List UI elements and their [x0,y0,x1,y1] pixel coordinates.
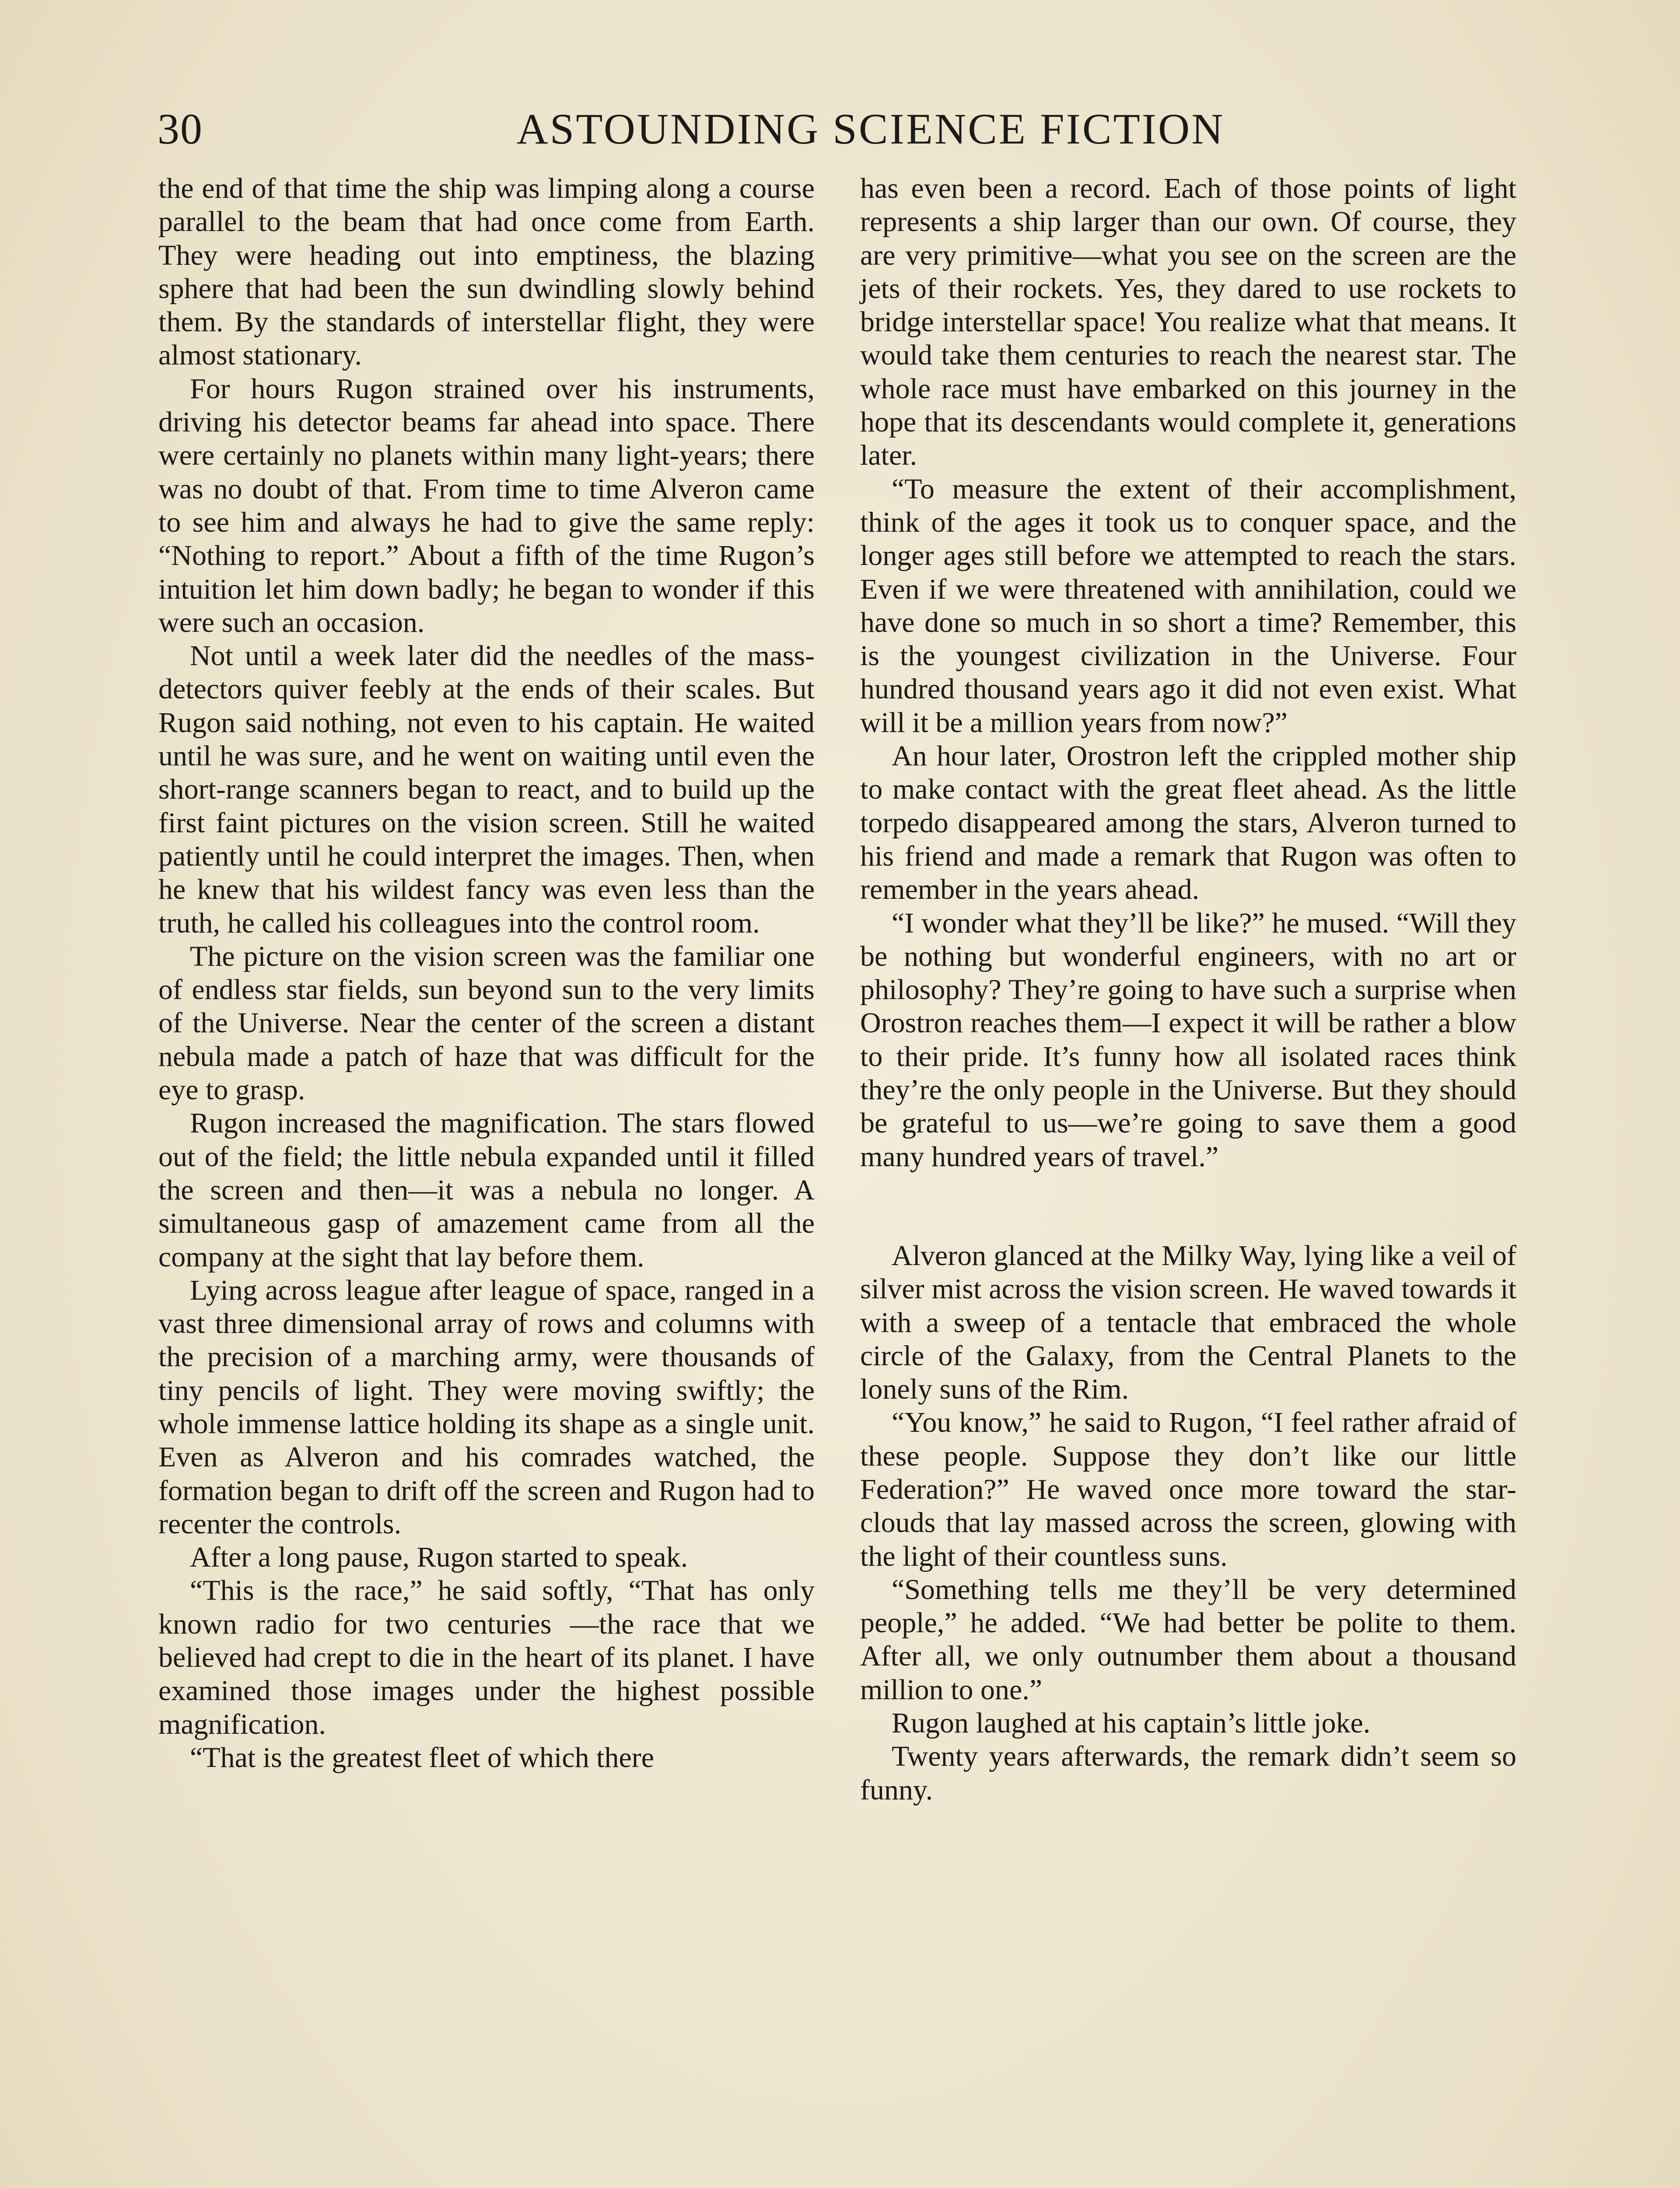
paragraph: Lying across league after league of space, ranged in a vast three dimensional array of rows and columns with the precision of a marching army, were thousands of tiny pencils of light. They were moving swiftly; the whole immense lattice holding its shape as a single unit. Even as Alveron and his comrades watched, the formation began to drift off the screen and Rugon had to recenter the controls. [158,1274,815,1540]
paragraph: the end of that time the ship was limping along a course parallel to the beam that had once come from Earth. They were heading out into emptiness, the blazing sphere that had been the sun dwindling slowly behind them. By the standards of interstellar flight, they were almost stationary. [158,172,815,372]
paragraph: Rugon laughed at his captain’s little joke. [892,1707,1371,1739]
page-number: 30 [158,105,203,153]
paragraph: Twenty years afterwards, the remark didn’t seem so funny. [860,1740,1516,1806]
paragraph: “This is the race,” he said softly, “That has only known radio for two centuries —the race that we believed had crept to die in the heart of its planet. I have examined those images under the highest possible magnification. [158,1574,815,1740]
paragraph: “That is the greatest fleet of which there [190,1741,654,1774]
page-header [158,101,1522,158]
paragraph: “You know,” he said to Rugon, “I feel rather afraid of these people. Suppose they don’t like our little Federation?” He waved once more toward the star-clouds that lay massed across the screen, glowing with the light of their countless suns. [860,1406,1516,1572]
left-text-column [158,172,815,1774]
paragraph: Rugon increased the magnification. The stars flowed out of the field; the little nebula expanded until it filled the screen and then—it was a nebula no longer. A simultaneous gasp of amazement came from all the company at the sight that lay before them. [158,1107,815,1273]
paragraph: The picture on the vision screen was the familiar one of endless star fields, sun beyond sun to the very limits of the Universe. Near the center of the screen a distant nebula made a patch of haze that was difficult for the eye to grasp. [158,940,815,1106]
paragraph: An hour later, Orostron left the crippled mother ship to make contact with the great fleet ahead. As the little torpedo disappeared among the stars, Alveron turned to his friend and made a remark that Rugon was often to remember in the years ahead. [860,740,1516,906]
paragraph: After a long pause, Rugon started to speak. [190,1541,688,1574]
paragraph: Not until a week later did the needles of the mass-detectors quiver feebly at the ends of their scales. But Rugon said nothing, not even to his captain. He waited until he was sure, and he went on waiting until even the short-range scanners began to react, and to build up the first faint pictures on the vision screen. Still he waited patiently until he could interpret the images. Then, when he knew that his wildest fancy was even less than the truth, he called his colleagues into the control room. [158,640,815,939]
paragraph: “I wonder what they’ll be like?” he mused. “Will they be nothing but wonderful engineers, with no art or philosophy? They’re going to have such a surprise when Orostron reaches them—I expect it will be rather a blow to their pride. It’s funny how all isolated races think they’re the only people in the Universe. But they should be grateful to us—we’re going to save them a good many hundred years of travel.” [860,907,1516,1173]
right-text-column [860,172,1516,1807]
paragraph: Alveron glanced at the Milky Way, lying like a veil of silver mist across the vision screen. He waved towards it with a sweep of a tentacle that embraced the whole circle of the Galaxy, from the Central Planets to the lonely suns of the Rim. [860,1239,1516,1406]
paragraph: has even been a record. Each of those points of light represents a ship larger than our own. Of course, they are very primitive—what you see on the screen are the jets of their rockets. Yes, they dared to use rockets to bridge interstellar space! You realize what that means. It would take them centuries to reach the nearest star. The whole race must have embarked on this journey in the hope that its descendants would complete it, generations later. [860,172,1516,472]
paragraph: “Something tells me they’ll be very determined people,” he added. “We had better be polite to them. After all, we only outnumber them about a thousand million to one.” [860,1573,1516,1706]
paragraph: “To measure the extent of their accomplishment, think of the ages it took us to conquer space, and the longer ages still before we attempted to reach the stars. Even if we were threatened with annihilation, could we have done so much in so short a time? Remember, this is the youngest civilization in the Universe. Four hundred thousand years ago it did not even exist. What will it be a million years from now?” [860,473,1516,739]
running-title: ASTOUNDING SCIENCE FICTION [516,105,1225,153]
paragraph: For hours Rugon strained over his instruments, driving his detector beams far ahead into space. There were certainly no planets within many light-years; there was no doubt of that. From time to time Alveron came to see him and always he had to give the same reply: “Nothing to report.” About a fifth of the time Rugon’s intuition let him down badly; he began to wonder if this were such an occasion. [158,372,815,638]
